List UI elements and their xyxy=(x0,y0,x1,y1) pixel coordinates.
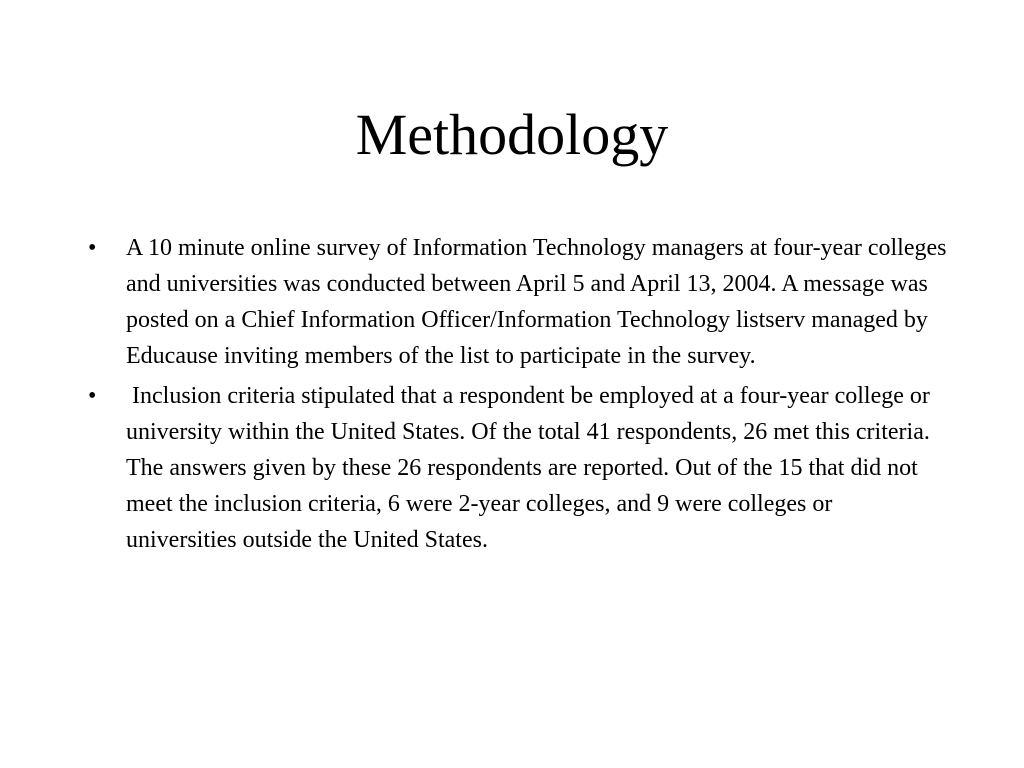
bullet-item xyxy=(88,378,948,558)
bullet-icon: • xyxy=(88,383,97,409)
bullet-item xyxy=(88,230,948,374)
bullet-icon: • xyxy=(88,235,97,261)
bullet-text: A 10 minute online survey of Information Technology managers at four-year colleges and universities was conducted between April 5 and April 13, 2004. A message was posted on a Chief Information Officer/Information Technology listserv managed by Educause inviting members of the list to participate in the survey. xyxy=(126,235,947,369)
slide-title: Methodology xyxy=(355,102,669,167)
bullet-text: Inclusion criteria stipulated that a respondent be employed at a four-year college or university within the United States. Of the total 41 respondents, 26 met this criteria. The answers given by these 26 respondents are reported. Out of the 15 that did not meet the inclusion criteria, 6 were 2-year colleges, and 9 were colleges or universities outside the United States. xyxy=(126,383,936,553)
bullet-list xyxy=(88,230,948,562)
